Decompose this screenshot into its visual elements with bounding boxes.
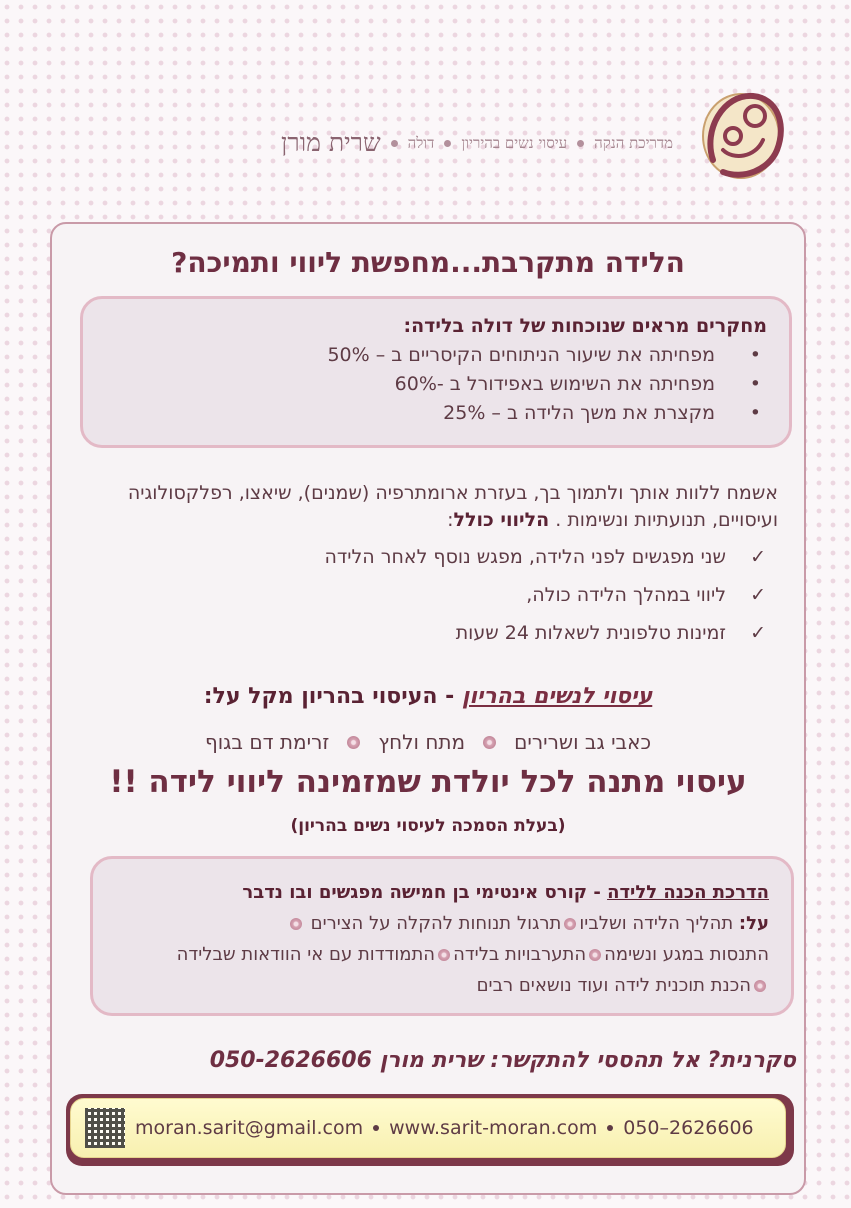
intro-colon: : [447,509,454,531]
list-item [74,618,778,656]
separator-dot-icon [607,1125,613,1131]
flower-bullet-icon [589,949,601,961]
footer-inner [70,1098,786,1158]
flower-bullet-icon [483,736,496,749]
massage-heading [52,684,804,709]
separator-dot-icon [577,140,584,147]
flower-bullet-icon [347,736,360,749]
flower-bullet-icon [754,980,766,992]
separator-dot-icon [373,1125,379,1131]
page-title: הלידה מתקרבת...מחפשת ליווי ותמיכה? [171,246,685,279]
list-item: • מקצרת את משך הלידה ב – 25% [105,399,767,428]
course-topic: התערבויות בלידה [453,944,587,965]
brand-row [281,128,673,158]
include-text: זמינות טלפונית לשאלות 24 שעות [455,622,726,644]
mother-baby-logo-icon [693,80,789,184]
course-box [90,856,794,1016]
separator-dot-icon [391,140,398,147]
intro-paragraph [74,480,778,534]
checkmark-icon: ✓ [750,622,766,644]
research-title: מחקרים מראים שנוכחות של דולה בלידה: [403,315,767,337]
flower-bullet-icon [564,918,576,930]
course-topic: תהליך הלידה ושלביו [579,913,734,934]
list-item: • מפחיתה את השימוש באפידורל ב -60% [105,370,767,399]
main-card [50,222,806,1195]
course-topic: התמודדות עם אי הוודאות שבלידה [176,944,436,965]
checkmark-icon: ✓ [750,546,766,568]
list-item [74,542,778,580]
service-massage: עיסוי נשים בהיריון [461,133,568,152]
includes-list [74,542,778,656]
course-line [111,970,769,1001]
course-line [111,939,769,970]
footer-contacts [135,1117,754,1139]
flower-bullet-icon [290,918,302,930]
research-box [80,296,792,448]
flower-bullet-icon [438,949,450,961]
research-list [105,341,767,428]
service-doula: דולה [407,133,435,152]
qr-code-icon[interactable] [85,1108,125,1148]
course-title-rest: - קורס אינטימי בן חמישה מפגשים ובו נדבר [242,882,608,903]
phone-number[interactable]: 050–2626606 [623,1117,754,1139]
course-topic: תרגול תנוחות להקלה על הצירים [310,913,562,934]
separator-dot-icon [444,140,451,147]
website-link[interactable]: www.sarit-moran.com [389,1117,598,1139]
contact-line: סקרנית? אל תהססי להתקשר: שרית מורן 050-2626606 [209,1048,796,1073]
course-title: הדרכת הכנה ללידה [607,882,769,903]
course-line [111,877,769,908]
course-lead [242,882,769,903]
massage-rest: - העיסוי בהריון מקל על: [203,684,462,709]
list-item [74,580,778,618]
intro-text: אשמח ללוות אותך ולתמוך בך, בעזרת ארומתרפיה (שמנים), שיאצו, רפלקסולוגיה ועיסויים, תנועתיות ונשימות . [127,482,778,531]
course-topic: הכנת תוכנית לידה ועוד נושאים רבים [476,975,751,996]
footer-bar [66,1094,794,1166]
header [0,70,851,190]
benefit-text: כאבי גב ושרירים [514,730,652,754]
benefit-text: זרימת דם בגוף [204,730,330,754]
gift-headline: עיסוי מתנה לכל יולדת שמזמינה ליווי לידה !! [109,764,747,800]
list-item: • מפחיתה את שיעור הניתוחים הקיסריים ב – 50% [105,341,767,370]
massage-highlight: עיסוי לנשים בהריון [461,684,653,709]
course-topic: התנסות במגע ונשימה [604,944,769,965]
checkmark-icon: ✓ [750,584,766,606]
course-on: על: [738,913,769,934]
include-text: ליווי במהלך הלידה כולה, [526,584,726,606]
course-line [111,908,769,939]
service-breastfeeding: מדריכת הנקה [594,133,673,152]
email-link[interactable]: moran.sarit@gmail.com [135,1117,364,1139]
include-text: שני מפגשים לפני הלידה, מפגש נוסף לאחר הלידה [324,546,726,568]
certificate-note: (בעלת הסמכה לעיסוי נשים בהריון) [290,816,566,836]
benefit-text: מתח ולחץ [378,730,466,754]
brand-name: שרית מורן [281,128,381,157]
intro-bold: הליווי כולל [453,509,550,531]
massage-benefits [52,730,804,754]
